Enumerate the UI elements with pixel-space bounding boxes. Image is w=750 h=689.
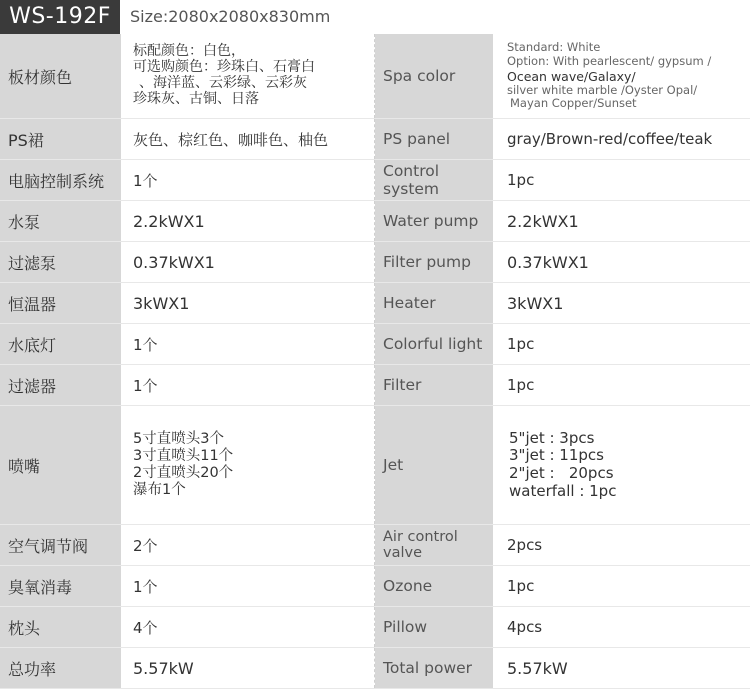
en-value-line: Standard: White [507, 39, 601, 54]
cn-value: 0.37kWX1 [121, 242, 375, 282]
en-value-line: 2"jet : 20pcs [509, 464, 614, 482]
cn-value-line: 3寸直喷头11个 [133, 448, 234, 465]
cn-value-line: 5寸直喷头3个 [133, 431, 224, 448]
cn-value: 3kWX1 [121, 283, 375, 323]
cn-label: 板材颜色 [0, 34, 121, 118]
cn-value: 4个 [121, 607, 375, 647]
en-label: Filter [375, 365, 493, 405]
en-value: 2pcs [493, 525, 750, 565]
en-label: Air control valve [375, 525, 493, 565]
cn-value-line: 、海洋蓝、云彩绿、云彩灰 [139, 75, 307, 91]
en-value: 0.37kWX1 [493, 242, 750, 282]
cn-label: PS裙 [0, 119, 121, 159]
cn-value: 1个 [121, 365, 375, 405]
en-value: 1pc [493, 566, 750, 606]
cn-label: 总功率 [0, 648, 121, 688]
table-row-ps-panel [0, 119, 750, 160]
cn-value-line: 标配颜色：白色， [133, 43, 245, 60]
table-row-control-system [0, 160, 750, 201]
table-row-ozone [0, 566, 750, 607]
cn-value-line: 可选购颜色：珍珠白、石膏白 [133, 59, 315, 76]
size-text: Size:2080x2080x830mm [130, 7, 331, 26]
spec-table [0, 34, 750, 689]
table-row-spa-color [0, 34, 750, 119]
en-value-line: silver white marble /Oyster Opal/ [507, 82, 698, 97]
cn-value: 5.57kW [121, 648, 375, 688]
en-value: 3kWX1 [493, 283, 750, 323]
cn-value: 2个 [121, 525, 375, 565]
cn-label: 过滤器 [0, 365, 121, 405]
cn-value: 1个 [121, 566, 375, 606]
table-row-filter-pump [0, 242, 750, 283]
cn-label: 水底灯 [0, 324, 121, 364]
cn-label: 过滤泵 [0, 242, 121, 282]
en-value: 5.57kW [493, 648, 750, 688]
en-label: Ozone [375, 566, 493, 606]
en-value-line: waterfall : 1pc [509, 481, 617, 500]
cn-value-line: 瀑布1个 [133, 481, 186, 498]
en-value [493, 34, 750, 118]
en-label: Control system [375, 160, 493, 200]
model-number: WS-192F [0, 0, 120, 34]
cn-label: 枕头 [0, 607, 121, 647]
cn-label: 恒温器 [0, 283, 121, 323]
cn-value-line: 2寸直喷头20个 [133, 465, 234, 481]
table-row-heater [0, 283, 750, 324]
en-value-line: 3"jet : 11pcs [509, 446, 604, 465]
en-value: 1pc [493, 160, 750, 200]
cn-label: 电脑控制系统 [0, 160, 121, 200]
cn-value: 1个 [121, 324, 375, 364]
en-label: Total power [375, 648, 493, 688]
cn-label: 喷嘴 [0, 406, 121, 524]
en-label: Heater [375, 283, 493, 323]
table-row-filter [0, 365, 750, 406]
en-value-line: Ocean wave/Galaxy/ [507, 68, 636, 84]
en-label: Filter pump [375, 242, 493, 282]
en-value-line: Option: With pearlescent/ gypsum / [507, 53, 712, 68]
cn-value [121, 406, 375, 524]
cn-value: 2.2kWX1 [121, 201, 375, 241]
table-row-jet [0, 406, 750, 525]
en-value: 1pc [493, 324, 750, 364]
cn-value-line: 珍珠灰、古铜、日落 [133, 90, 259, 107]
en-label: PS panel [375, 119, 493, 159]
en-label: Colorful light [375, 324, 493, 364]
en-label: Jet [375, 406, 493, 524]
cn-label: 臭氧消毒 [0, 566, 121, 606]
en-value [493, 406, 750, 524]
en-value: gray/Brown-red/coffee/teak [493, 119, 750, 159]
en-value: 1pc [493, 365, 750, 405]
en-label: Water pump [375, 201, 493, 241]
cn-label: 水泵 [0, 201, 121, 241]
en-value: 4pcs [493, 607, 750, 647]
table-row-colorful-light [0, 324, 750, 365]
en-label: Pillow [375, 607, 493, 647]
table-row-water-pump [0, 201, 750, 242]
header [0, 0, 750, 34]
cn-value [121, 34, 375, 118]
cn-value: 灰色、棕红色、咖啡色、柚色 [121, 119, 375, 159]
cn-label: 空气调节阀 [0, 525, 121, 565]
cn-value: 1个 [121, 160, 375, 200]
en-value-line: Mayan Copper/Sunset [510, 96, 637, 111]
en-label: Spa color [375, 34, 493, 118]
en-value-line: 5"jet : 3pcs [509, 428, 595, 447]
table-row-air-control-valve [0, 525, 750, 566]
table-row-total-power [0, 648, 750, 689]
en-value: 2.2kWX1 [493, 201, 750, 241]
table-row-pillow [0, 607, 750, 648]
